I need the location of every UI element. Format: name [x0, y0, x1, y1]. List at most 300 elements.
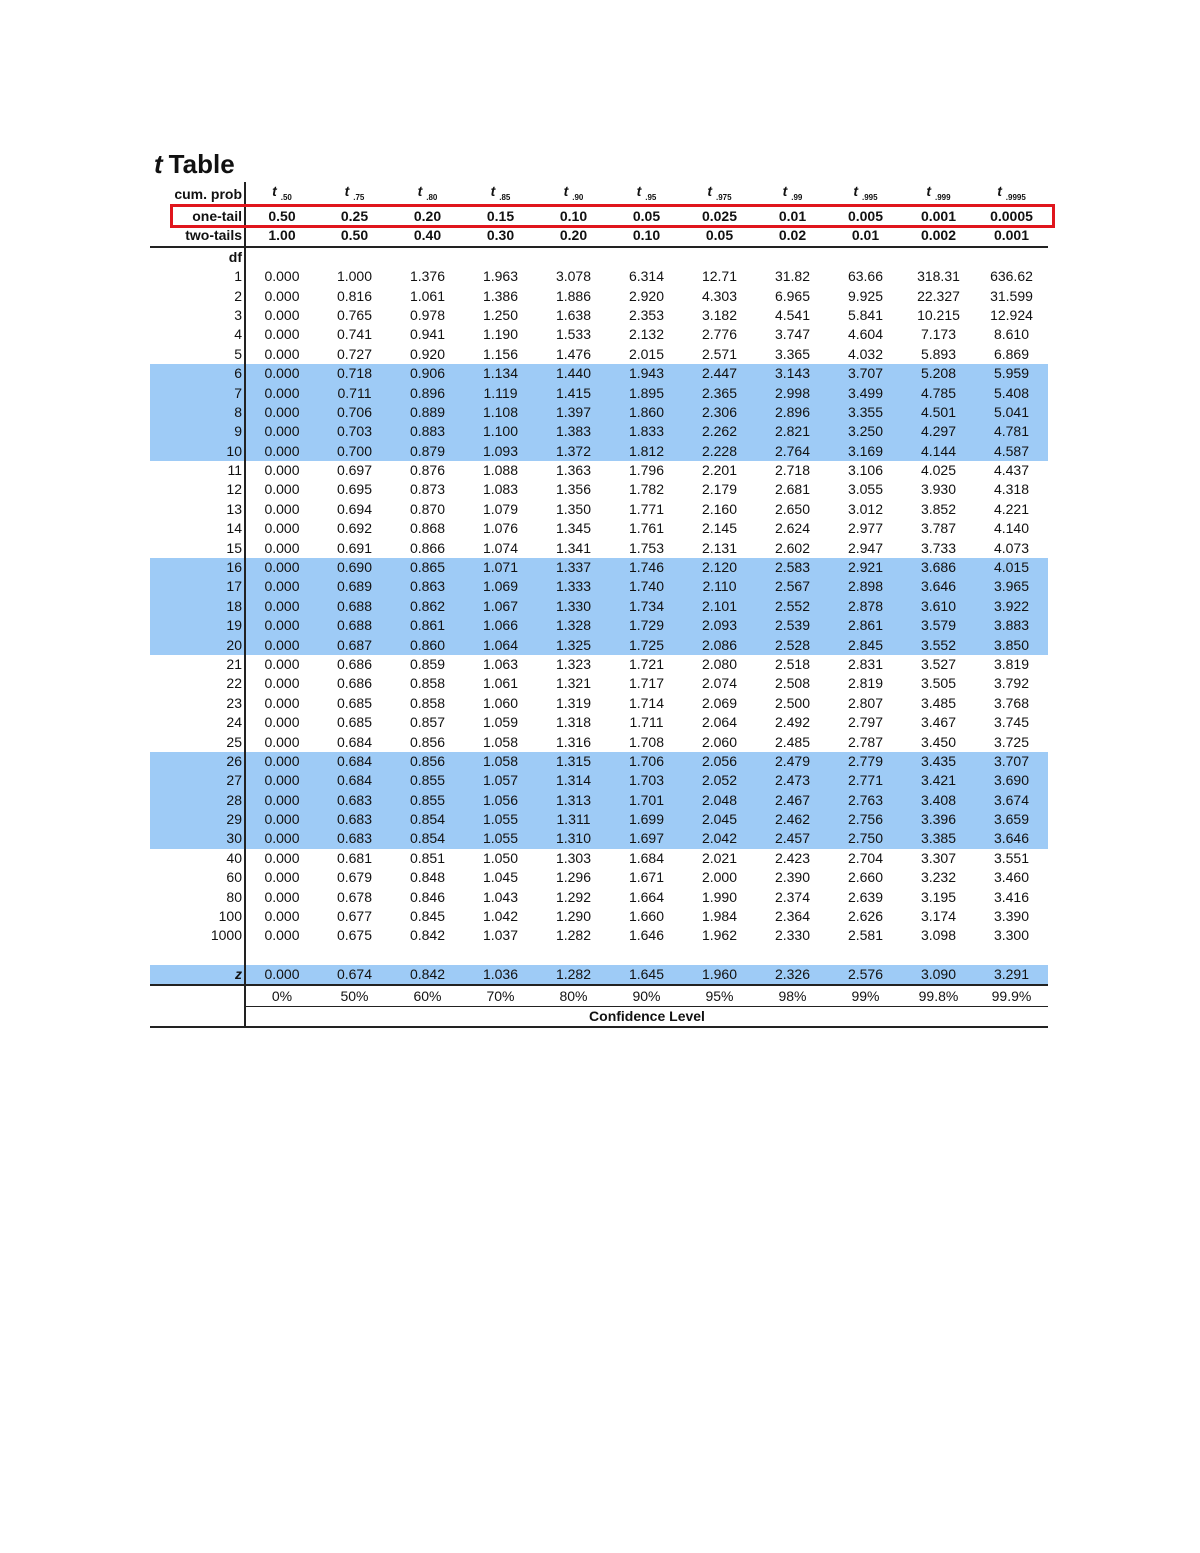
table-row: [150, 383, 1048, 402]
t-value-cell: 0.689: [318, 577, 391, 596]
t-value-cell: 3.707: [975, 752, 1048, 771]
t-value-cell: 0.000: [264, 462, 300, 479]
t-value-cell: 3.055: [847, 481, 884, 498]
t-value-cell: 0.000: [264, 268, 300, 285]
t-value-cell: 0.000: [264, 500, 300, 517]
df-value: 23: [150, 694, 245, 713]
t-value-cell: 1.319: [555, 694, 592, 711]
t-value-cell: 2.624: [774, 520, 811, 537]
t-value-cell: 2.056: [683, 752, 756, 771]
t-value-cell: 2.423: [774, 849, 811, 866]
t-value-cell: 1.058: [464, 752, 537, 771]
t-value-cell: 2.797: [847, 714, 884, 731]
t-value-cell: 0.000: [245, 616, 318, 635]
table-row: [150, 538, 1048, 557]
confidence-cell: 50%: [318, 985, 391, 1006]
t-value-cell: 3.690: [975, 771, 1048, 790]
t-value-cell: 6.314: [628, 268, 665, 285]
df-label: df: [150, 247, 245, 267]
table-row: [150, 849, 1048, 868]
df-value: 2: [150, 286, 245, 305]
t-value-cell: 0.000: [264, 694, 300, 711]
df-value: 26: [150, 752, 245, 771]
t-value-cell: 0.816: [336, 287, 373, 304]
t-value-cell: 3.169: [829, 441, 902, 460]
t-value-cell: 3.965: [975, 577, 1048, 596]
t-value-cell: 2.977: [847, 520, 884, 537]
t-value-cell: 0.000: [245, 771, 318, 790]
t-value-cell: 0.692: [336, 520, 373, 537]
empty-cell: [245, 247, 318, 267]
t-value-cell: 22.327: [917, 287, 960, 304]
t-value-cell: 1.990: [701, 888, 738, 905]
t-value-cell: 1.000: [336, 268, 373, 285]
t-value-cell: 0.000: [264, 733, 300, 750]
cum-prob-subscript: .95: [645, 192, 657, 202]
t-value-cell: 2.898: [829, 577, 902, 596]
t-value-cell: 2.779: [829, 752, 902, 771]
t-value-cell: 0.000: [264, 481, 300, 498]
t-value-cell: 2.921: [829, 558, 902, 577]
df-value: 6: [150, 364, 245, 383]
t-value-cell: 0.000: [264, 714, 300, 731]
df-value: 8: [150, 403, 245, 422]
table-row: [150, 306, 1048, 325]
df-value: 40: [150, 849, 245, 868]
t-value-cell: 2.845: [829, 635, 902, 654]
z-value-cell: 3.090: [902, 965, 975, 985]
t-value-cell: 0.863: [391, 577, 464, 596]
t-value-cell: 2.457: [756, 829, 829, 848]
t-value-cell: 1.303: [555, 849, 592, 866]
t-value-cell: 2.228: [683, 441, 756, 460]
t-value-cell: 0.703: [318, 422, 391, 441]
t-value-cell: 4.501: [902, 403, 975, 422]
t-value-cell: 1.415: [537, 383, 610, 402]
t-value-cell: 1.699: [610, 810, 683, 829]
t-value-cell: 0.876: [409, 462, 446, 479]
confidence-cell: 98%: [756, 985, 829, 1006]
t-value-cell: 1.058: [482, 733, 519, 750]
spacer-cell: [150, 946, 245, 965]
two-tails-cell: 0.10: [610, 226, 683, 246]
t-value-cell: 0.687: [318, 635, 391, 654]
z-value-cell: 0.842: [391, 965, 464, 985]
t-value-cell: 2.763: [829, 791, 902, 810]
t-value-cell: 3.733: [920, 539, 957, 556]
t-symbol: t: [272, 183, 277, 199]
empty-cell: [150, 985, 245, 1006]
t-value-cell: 0.854: [391, 829, 464, 848]
cum-prob-subscript: .975: [715, 192, 732, 202]
empty-cell: [683, 247, 756, 267]
t-value-cell: 0.000: [245, 558, 318, 577]
t-value-cell: 4.221: [993, 500, 1030, 517]
two-tails-cell: 0.30: [464, 226, 537, 246]
t-value-cell: 0.000: [245, 577, 318, 596]
page-title: [154, 148, 1048, 180]
t-value-cell: 0.000: [245, 403, 318, 422]
t-value-cell: 0.688: [318, 616, 391, 635]
t-value-cell: 3.792: [993, 675, 1030, 692]
t-value-cell: 2.473: [756, 771, 829, 790]
t-value-cell: 0.000: [264, 326, 300, 343]
t-value-cell: 1.383: [537, 422, 610, 441]
table-row: [150, 713, 1048, 732]
t-value-cell: 9.925: [847, 287, 884, 304]
t-value-cell: 1.290: [555, 908, 592, 925]
one-tail-label: one-tail: [150, 207, 245, 226]
one-tail-cell: 0.0005: [990, 207, 1033, 224]
t-value-cell: 0.718: [318, 364, 391, 383]
t-value-cell: 5.841: [847, 306, 884, 323]
t-symbol: t: [997, 183, 1002, 199]
table-row: [150, 403, 1048, 422]
t-value-cell: 0.978: [409, 306, 446, 323]
t-value-cell: 1.316: [555, 733, 592, 750]
cum-prob-subscript: .75: [353, 192, 365, 202]
t-value-cell: 1.860: [610, 403, 683, 422]
t-value-cell: 3.659: [975, 810, 1048, 829]
spacer-cell: [245, 946, 318, 965]
t-value-cell: 6.965: [774, 287, 811, 304]
spacer-cell: [975, 946, 1048, 965]
t-value-cell: 2.132: [628, 326, 665, 343]
t-value-cell: 0.845: [409, 908, 446, 925]
df-value: 5: [150, 345, 245, 364]
t-table-sheet: [150, 148, 1048, 1028]
df-value: 16: [150, 558, 245, 577]
t-value-cell: 1.042: [482, 908, 519, 925]
t-value-cell: 1.069: [464, 577, 537, 596]
t-value-cell: 1.725: [610, 635, 683, 654]
z-value-cell: 1.960: [683, 965, 756, 985]
t-value-cell: 0.711: [318, 383, 391, 402]
t-value-cell: 318.31: [917, 268, 960, 285]
t-value-cell: 0.896: [391, 383, 464, 402]
t-value-cell: 0.846: [409, 888, 446, 905]
title-t-symbol: t: [154, 149, 163, 179]
t-value-cell: 5.959: [975, 364, 1048, 383]
t-value-cell: 3.819: [993, 655, 1030, 672]
two-tails-cell: 0.02: [756, 226, 829, 246]
t-value-cell: 2.518: [774, 655, 811, 672]
t-value-cell: 0.686: [336, 655, 373, 672]
t-distribution-table: [150, 182, 1048, 1028]
table-row: [150, 577, 1048, 596]
t-value-cell: 1.796: [628, 462, 665, 479]
t-value-cell: 1.119: [464, 383, 537, 402]
t-value-cell: 1.313: [537, 791, 610, 810]
t-value-cell: 0.848: [409, 869, 446, 886]
t-value-cell: 1.356: [555, 481, 592, 498]
t-value-cell: 0.727: [336, 345, 373, 362]
t-value-cell: 3.106: [847, 462, 884, 479]
t-value-cell: 2.681: [774, 481, 811, 498]
t-value-cell: 7.173: [920, 326, 957, 343]
t-value-cell: 1.311: [537, 810, 610, 829]
df-value: 10: [150, 441, 245, 460]
t-symbol: t: [853, 183, 859, 199]
t-value-cell: 0.681: [336, 849, 373, 866]
t-value-cell: 1.703: [610, 771, 683, 790]
t-value-cell: 3.527: [920, 655, 957, 672]
t-value-cell: 2.500: [774, 694, 811, 711]
t-value-cell: 1.943: [610, 364, 683, 383]
t-value-cell: 2.101: [683, 597, 756, 616]
t-value-cell: 12.924: [990, 306, 1033, 323]
t-value-cell: 4.604: [847, 326, 884, 343]
two-tails-cell: 0.50: [318, 226, 391, 246]
t-value-cell: 3.725: [993, 733, 1030, 750]
t-value-cell: 1.708: [628, 733, 665, 750]
t-value-cell: 0.694: [336, 500, 373, 517]
empty-cell: [464, 247, 537, 267]
df-value: 20: [150, 635, 245, 654]
t-value-cell: 1.440: [537, 364, 610, 383]
df-value: 100: [150, 907, 245, 926]
t-value-cell: 4.587: [975, 441, 1048, 460]
z-value-cell: 0.674: [318, 965, 391, 985]
t-value-cell: 0.000: [264, 287, 300, 304]
t-value-cell: 0.868: [409, 520, 446, 537]
df-value: 1: [150, 267, 245, 286]
cum-prob-subscript: .85: [499, 192, 511, 202]
table-row: [150, 771, 1048, 790]
t-value-cell: 1.333: [537, 577, 610, 596]
t-value-cell: 3.930: [920, 481, 957, 498]
t-value-cell: 3.250: [829, 422, 902, 441]
t-value-cell: 3.012: [847, 500, 884, 517]
t-value-cell: 2.145: [701, 520, 738, 537]
t-value-cell: 1.533: [555, 326, 592, 343]
t-value-cell: 3.355: [829, 403, 902, 422]
t-value-cell: 1.060: [482, 694, 519, 711]
t-value-cell: 3.408: [902, 791, 975, 810]
cum-prob-subscript: .90: [572, 192, 584, 202]
t-value-cell: 2.052: [683, 771, 756, 790]
t-value-cell: 1.711: [629, 714, 664, 731]
t-value-cell: 1.108: [464, 403, 537, 422]
t-value-cell: 2.998: [756, 383, 829, 402]
two-tails-cell: 0.01: [829, 226, 902, 246]
t-value-cell: 0.866: [409, 539, 446, 556]
df-value: 22: [150, 674, 245, 693]
table-row: [150, 422, 1048, 441]
t-value-cell: 0.678: [336, 888, 373, 905]
t-value-cell: 1.376: [409, 268, 446, 285]
spacer-cell: [902, 946, 975, 965]
t-value-cell: 1.083: [482, 481, 519, 498]
t-value-cell: 1.318: [555, 714, 592, 731]
t-value-cell: 2.080: [701, 655, 738, 672]
t-value-cell: 1.055: [464, 810, 537, 829]
confidence-cell: 99.8%: [902, 985, 975, 1006]
t-value-cell: 0.860: [391, 635, 464, 654]
t-value-cell: 0.000: [264, 908, 300, 925]
df-value: 19: [150, 616, 245, 635]
t-value-cell: 3.686: [902, 558, 975, 577]
empty-cell: [391, 247, 464, 267]
t-value-cell: 1.055: [464, 829, 537, 848]
t-value-cell: 2.947: [847, 539, 884, 556]
t-value-cell: 0.865: [391, 558, 464, 577]
t-value-cell: 2.042: [683, 829, 756, 848]
t-value-cell: 0.765: [336, 306, 373, 323]
t-value-cell: 3.195: [920, 888, 957, 905]
cum-prob-subscript: .999: [934, 192, 951, 202]
t-value-cell: 1.066: [464, 616, 537, 635]
t-value-cell: 3.078: [555, 268, 592, 285]
empty-cell: [610, 247, 683, 267]
table-row: [150, 674, 1048, 693]
t-value-cell: 2.639: [847, 888, 884, 905]
confidence-cell: 60%: [391, 985, 464, 1006]
t-value-cell: 3.610: [902, 597, 975, 616]
one-tail-cell: 0.10: [559, 207, 588, 224]
one-tail-cell: 0.25: [340, 207, 369, 224]
t-value-cell: 2.467: [756, 791, 829, 810]
t-value-cell: 3.646: [902, 577, 975, 596]
table-row: [150, 635, 1048, 654]
t-value-cell: 0.889: [391, 403, 464, 422]
t-value-cell: 2.920: [628, 287, 665, 304]
t-value-cell: 1.134: [464, 364, 537, 383]
t-value-cell: 2.528: [756, 635, 829, 654]
t-value-cell: 0.856: [391, 752, 464, 771]
spacer-cell: [756, 946, 829, 965]
confidence-row: [150, 985, 1048, 1006]
t-value-cell: 1.250: [482, 306, 519, 323]
t-value-cell: 1.714: [628, 694, 665, 711]
t-value-cell: 3.787: [920, 520, 957, 537]
t-value-cell: 4.318: [993, 481, 1030, 498]
t-value-cell: 3.460: [993, 869, 1030, 886]
spacer-cell: [391, 946, 464, 965]
t-value-cell: 1.782: [628, 481, 665, 498]
t-value-cell: 1.037: [482, 927, 519, 944]
t-value-cell: 0.855: [391, 771, 464, 790]
confidence-cell: 70%: [464, 985, 537, 1006]
t-value-cell: 10.215: [917, 306, 960, 323]
t-value-cell: 0.700: [318, 441, 391, 460]
t-value-cell: 0.858: [409, 694, 446, 711]
table-row: [150, 752, 1048, 771]
cum-prob-subscript: .99: [791, 192, 803, 202]
t-value-cell: 0.000: [264, 675, 300, 692]
spacer-cell: [318, 946, 391, 965]
t-value-cell: 0.683: [318, 791, 391, 810]
t-value-cell: 1.093: [464, 441, 537, 460]
t-value-cell: 0.941: [409, 326, 446, 343]
t-value-cell: 0.857: [409, 714, 446, 731]
t-value-cell: 1.372: [537, 441, 610, 460]
t-value-cell: 2.390: [774, 869, 811, 886]
one-tail-cell: 0.05: [632, 207, 661, 224]
z-label: z: [150, 965, 245, 985]
t-value-cell: 636.62: [990, 268, 1033, 285]
df-value: 12: [150, 480, 245, 499]
df-value: 24: [150, 713, 245, 732]
t-value-cell: 0.679: [336, 869, 373, 886]
df-value: 29: [150, 810, 245, 829]
t-value-cell: 0.000: [264, 539, 300, 556]
t-value-cell: 2.045: [683, 810, 756, 829]
t-value-cell: 0.684: [318, 752, 391, 771]
t-value-cell: 4.032: [847, 345, 884, 362]
spacer-cell: [610, 946, 683, 965]
empty-cell: [756, 247, 829, 267]
t-value-cell: 1.684: [628, 849, 665, 866]
t-value-cell: 3.390: [993, 908, 1030, 925]
df-value: 4: [150, 325, 245, 344]
t-value-cell: 2.776: [701, 326, 738, 343]
t-value-cell: 3.416: [993, 888, 1030, 905]
t-value-cell: 3.883: [975, 616, 1048, 635]
t-value-cell: 0.697: [336, 462, 373, 479]
t-value-cell: 1.363: [555, 462, 592, 479]
t-value-cell: 1.833: [610, 422, 683, 441]
t-value-cell: 2.764: [756, 441, 829, 460]
table-row: [150, 325, 1048, 344]
t-value-cell: 0.879: [391, 441, 464, 460]
t-value-cell: 0.685: [336, 694, 373, 711]
t-value-cell: 2.179: [701, 481, 738, 498]
t-value-cell: 1.061: [409, 287, 446, 304]
t-value-cell: 2.353: [628, 306, 665, 323]
table-row: [150, 364, 1048, 383]
t-value-cell: 3.300: [993, 927, 1030, 944]
confidence-cell: 0%: [245, 985, 318, 1006]
two-tails-cell: 0.20: [537, 226, 610, 246]
t-value-cell: 2.021: [701, 849, 738, 866]
confidence-cell: 90%: [610, 985, 683, 1006]
t-value-cell: 0.000: [264, 655, 300, 672]
table-row: [150, 732, 1048, 751]
t-value-cell: 0.686: [336, 675, 373, 692]
t-value-cell: 1.664: [628, 888, 665, 905]
t-value-cell: 0.000: [245, 829, 318, 848]
confidence-cell: 99%: [829, 985, 902, 1006]
table-row: [150, 286, 1048, 305]
table-row: [150, 868, 1048, 887]
t-value-cell: 4.437: [993, 462, 1030, 479]
t-value-cell: 4.015: [975, 558, 1048, 577]
t-value-cell: 2.447: [683, 364, 756, 383]
confidence-cell: 80%: [537, 985, 610, 1006]
t-value-cell: 3.745: [993, 714, 1030, 731]
t-value-cell: 5.893: [920, 345, 957, 362]
spacer-row: [150, 946, 1048, 965]
empty-cell: [829, 247, 902, 267]
z-value-cell: 2.326: [756, 965, 829, 985]
t-value-cell: 6.869: [993, 345, 1030, 362]
t-value-cell: 0.000: [245, 441, 318, 460]
empty-cell: [902, 247, 975, 267]
t-value-cell: 1.064: [464, 635, 537, 654]
t-value-cell: 5.408: [975, 383, 1048, 402]
t-value-cell: 1.646: [628, 927, 665, 944]
t-value-cell: 1.746: [610, 558, 683, 577]
t-value-cell: 3.646: [975, 829, 1048, 848]
t-value-cell: 1.071: [464, 558, 537, 577]
t-value-cell: 0.883: [391, 422, 464, 441]
t-value-cell: 0.000: [264, 849, 300, 866]
t-value-cell: 0.000: [245, 810, 318, 829]
empty-cell: [150, 1006, 245, 1027]
t-value-cell: 1.067: [464, 597, 537, 616]
empty-cell: [975, 247, 1048, 267]
